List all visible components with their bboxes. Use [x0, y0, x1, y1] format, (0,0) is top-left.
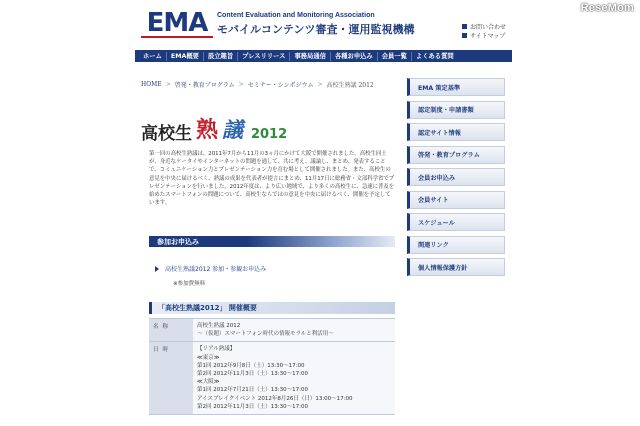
nav-item-applications[interactable]: 各種お申込み [331, 52, 378, 61]
apply-link-label[interactable]: 高校生熟議2012 参加・参観お申込み [165, 266, 267, 273]
row-label: 名称 [149, 319, 193, 341]
outline-table [149, 318, 395, 415]
global-nav [135, 50, 512, 62]
nav-item-news[interactable]: 事務局通信 [290, 52, 330, 61]
nav-item-overview[interactable]: EMA概要 [167, 52, 204, 61]
row-label: 日時 [149, 342, 193, 414]
sidebar-item-privacy[interactable]: 個人情報保護方針 [407, 258, 505, 276]
sidebar-item-certification[interactable]: 認定制度・申請書類 [407, 101, 505, 119]
arrow-right-icon [155, 266, 159, 272]
sidebar-item-schedule[interactable]: スケジュール [407, 213, 505, 231]
ema-logo[interactable]: EMA [141, 10, 213, 38]
table-row [149, 342, 395, 415]
breadcrumb-home[interactable]: HOME [141, 81, 162, 88]
title-year: 2012 [251, 127, 288, 142]
value-line: 【リアル熟議】 [197, 346, 236, 353]
breadcrumb-separator: > [238, 81, 244, 88]
breadcrumb-current: 高校生熟議 2012 [326, 82, 374, 89]
nav-item-home[interactable]: ホーム [139, 52, 167, 61]
square-bullet-icon [462, 33, 467, 38]
contact-link[interactable] [462, 22, 506, 31]
apply-link[interactable] [155, 264, 266, 273]
sidebar-item-member-apply[interactable]: 会員お申込み [407, 168, 505, 186]
table-row [149, 319, 395, 342]
title-part-2: 熟 [196, 117, 219, 143]
sidebar-item-member-sites[interactable]: 会員サイト [407, 191, 505, 209]
square-bullet-icon [462, 24, 467, 29]
title-part-3: 議 [222, 117, 244, 142]
watermark-logo: ReseMom [580, 2, 634, 14]
value-line: 高校生熟議 2012 [197, 323, 241, 329]
breadcrumb-program[interactable]: 啓発・教育プログラム [174, 82, 235, 89]
nav-item-members[interactable]: 会員一覧 [378, 52, 412, 61]
sidebar-item-education[interactable]: 啓発・教育プログラム [407, 146, 505, 164]
site-container [135, 0, 512, 426]
nav-item-purpose[interactable]: 設立趣旨 [204, 52, 238, 61]
intro-text: 第一回の高校生熟議は、2011年7月から11月の3ヵ月にかけて大阪で開催されました。高校生同士が、身近なケータイやインターネットの問題を通して、共に考え、議論し、まとめ、発表することで、コミュニケーション力とプレゼンテーション力を育む場として開催されました。また、高校生の意見を中央に届けるべく、熟議の成果を代表者が提言にまとめ、11月17日に総務省・文部科学省でプレゼンテーションを行いました。2012年度は、より広い地域で、より多くの高校生に、急速に普及を始めたスマートフォンの問題について、高校生ならではの意見を中央に届けるべく、開催を予定しています。 [149, 151, 395, 207]
breadcrumb-separator: > [165, 81, 171, 88]
value-line: 第1回 2012年9月8日（土）13:30〜17:00 [197, 362, 305, 369]
title-part-1: 高校生 [141, 124, 192, 144]
breadcrumb-seminar[interactable]: セミナー・シンポジウム [247, 82, 314, 89]
sidebar-item-certified-sites[interactable]: 認定サイト情報 [407, 123, 505, 141]
value-line: 第1回 2012年7月21日（土）13:30〜17:00 [197, 387, 308, 394]
value-line: アイスブレイクイベント 2012年8月26日（日）13:00〜17:00 [197, 395, 353, 402]
nav-item-press[interactable]: プレスリリース [238, 52, 290, 61]
breadcrumb [141, 80, 397, 89]
page-title [141, 114, 287, 144]
value-line: ≪東京≫ [197, 354, 220, 361]
value-line: 第2回 2012年11月3日（土）13:30〜17:00 [197, 371, 308, 378]
sidebar [407, 78, 505, 281]
org-name-en: Content Evaluation and Monitoring Association [217, 12, 375, 19]
value-line: ≪大阪≫ [197, 379, 220, 386]
row-value [193, 319, 395, 341]
main-content [141, 80, 397, 410]
nav-item-faq[interactable]: よくある質問 [415, 52, 454, 60]
org-name-ja: モバイルコンテンツ審査・運用監視機構 [217, 23, 415, 36]
apply-section-heading [149, 236, 395, 247]
outline-heading-label: 「高校生熟議2012」 開催概要 [158, 304, 257, 312]
value-line: 第2回 2012年11月3日（土）13:30〜17:00 [197, 403, 308, 410]
site-header [135, 0, 512, 50]
fee-note: ※参加費無料 [173, 281, 206, 287]
apply-section-heading-label: 参加お申込み [157, 238, 199, 246]
header-links [462, 22, 506, 40]
value-line: 〜（仮題）スマートフォン時代の情報モラルと利活用〜 [197, 331, 334, 338]
sitemap-link-label[interactable]: サイトマップ [469, 33, 506, 40]
sidebar-item-links[interactable]: 関連リンク [407, 236, 505, 254]
contact-link-label[interactable]: お問い合わせ [469, 24, 506, 31]
breadcrumb-separator: > [317, 81, 323, 88]
sitemap-link[interactable] [462, 31, 506, 40]
outline-heading [149, 302, 395, 314]
sidebar-item-standards[interactable]: EMA 策定基準 [407, 78, 505, 96]
row-value [193, 342, 395, 414]
